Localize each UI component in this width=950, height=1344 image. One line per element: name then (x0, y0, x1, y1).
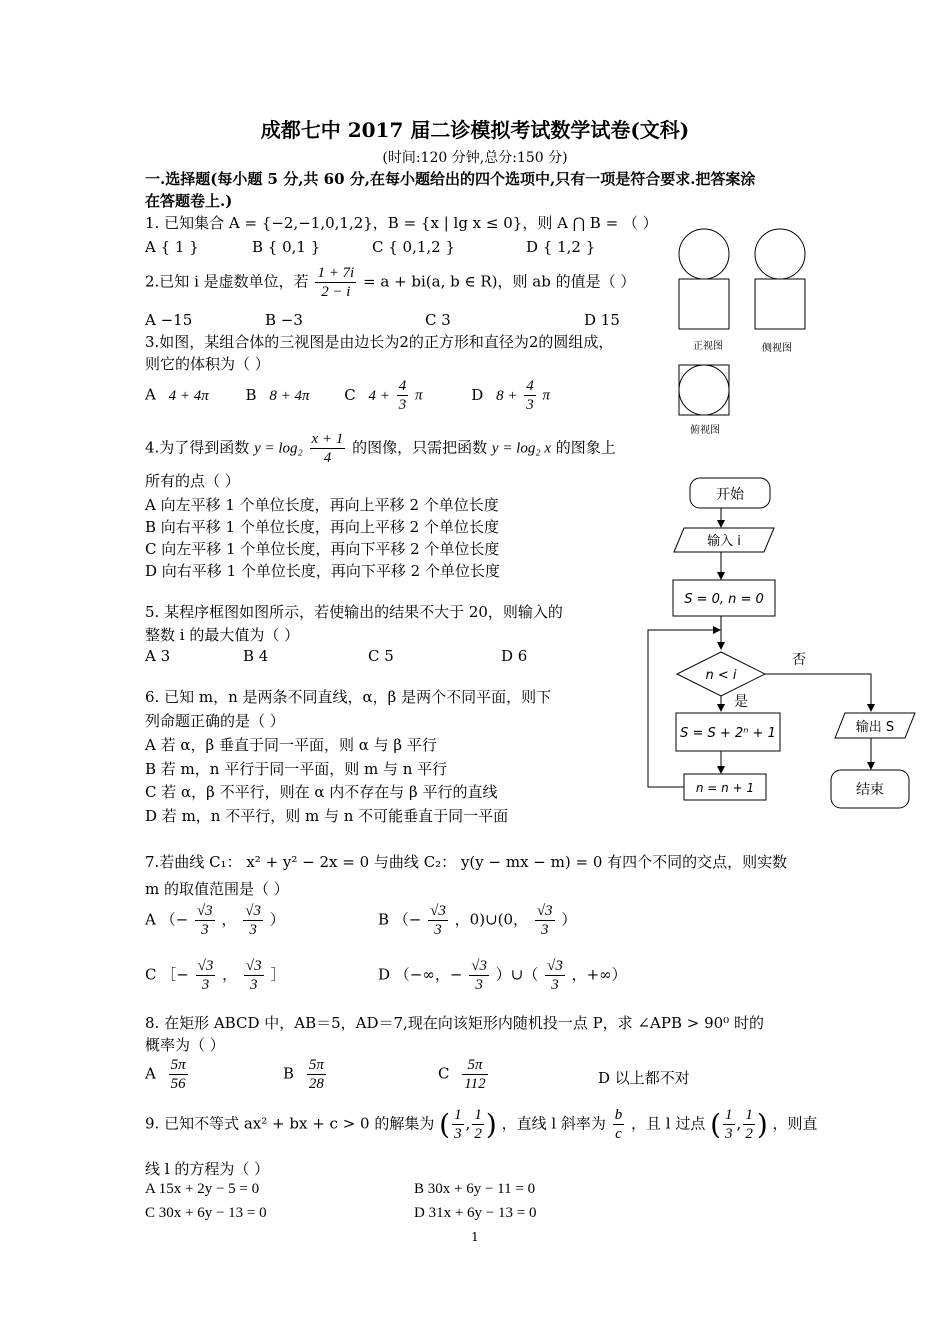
left-paren: ( (710, 1108, 722, 1141)
question-7-option-a-mid: ， (221, 910, 237, 929)
side-view-square (755, 279, 805, 329)
flow-loop-back-arrow (648, 630, 719, 787)
question-8-option-b-label: B (283, 1064, 295, 1083)
question-3-option-c-denominator: 3 (398, 397, 407, 413)
denominator: 3 (540, 922, 549, 938)
question-3-option-b-value: 8 + 4π (269, 387, 310, 404)
denominator: 3 (551, 977, 559, 993)
question-2-numerator: 1 + 7i (317, 265, 355, 281)
flow-condition-label: n < i (705, 668, 737, 683)
question-6-line2: 列命题正确的是（ ） (145, 712, 285, 730)
denominator: 3 (475, 977, 483, 993)
question-7-option-a-fraction-2 (243, 902, 263, 939)
question-9-point-fraction-2 (743, 1106, 755, 1143)
question-6-option-c: C 若 α，β 不平行，则在 α 内不存在与 β 平行的直线 (145, 783, 498, 801)
section-heading-line2: 在答题卷上.) (145, 192, 233, 210)
question-7-line2: m 的取值范围是（ ） (145, 880, 289, 898)
question-4-stem (145, 430, 616, 467)
question-7-option-b-mid: ，0)∪(0， (454, 910, 529, 929)
question-7-option-d-pre: D （−∞，− (378, 965, 463, 984)
top-view-label: 俯视图 (690, 425, 720, 436)
question-1-option-a: A { 1 } (145, 238, 199, 256)
numerator: √3 (471, 958, 487, 974)
numerator: √3 (430, 903, 446, 919)
question-7-option-b-fraction-1 (428, 902, 448, 939)
question-4-fraction (310, 430, 346, 467)
question-4-post: 的图象上 (555, 438, 616, 457)
denominator: 3 (250, 977, 258, 993)
question-6-option-d: D 若 m，n 不平行，则 m 与 n 不可能垂直于同一平面 (145, 807, 509, 825)
flow-end-label: 结束 (856, 782, 884, 798)
question-7-option-b-post: ） (561, 910, 577, 929)
question-7-option-a (145, 902, 285, 939)
question-8-option-d: D 以上都不对 (598, 1069, 690, 1087)
numerator: 1 (454, 1107, 462, 1123)
question-4-function-2: y = log₂ x (491, 440, 551, 457)
numerator: √3 (245, 903, 261, 919)
question-3-option-c-label: C (344, 385, 356, 404)
denominator: c (615, 1126, 622, 1142)
denominator: 3 (201, 922, 209, 938)
question-2-denominator: 2 − i (321, 284, 351, 300)
question-6-line1: 6. 已知 m，n 是两条不同直线，α，β 是两个不同平面，则下 (145, 688, 552, 706)
question-3-option-c-numerator: 4 (398, 378, 407, 394)
flow-init-label: S = 0, n = 0 (684, 592, 764, 607)
side-view-circle (755, 229, 805, 279)
question-9-fraction-2 (472, 1106, 484, 1143)
question-5-option-b: B 4 (243, 647, 269, 665)
question-2-fraction (315, 264, 356, 301)
question-7-option-c-fraction-2 (244, 957, 264, 994)
question-3-option-c-pre: 4 + (368, 387, 390, 404)
question-7-option-d-fraction-1 (469, 957, 489, 994)
question-5-line1: 5. 某程序框图如图所示，若使输出的结果不大于 20，则输入的 (145, 603, 563, 621)
right-paren: ) (485, 1108, 497, 1141)
question-7-option-d-mid: ）∪（ (495, 965, 539, 984)
question-3-option-a-value: 4 + 4π (168, 387, 209, 404)
question-8-option-c-label: C (438, 1064, 450, 1083)
flow-increment-label: n = n + 1 (695, 781, 755, 795)
program-flowchart (640, 470, 930, 820)
question-9-line2: 线 l 的方程为（ ） (145, 1160, 270, 1178)
top-view-circle (679, 365, 729, 415)
question-3-option-d-denominator: 3 (526, 397, 534, 413)
page-title: 成都七中 2017 届二诊模拟考试数学试卷(文科) (260, 118, 690, 142)
question-1-option-d: D { 1,2 } (526, 238, 596, 256)
exam-duration: (时间:120 分钟,总分:150 分) (382, 150, 568, 166)
question-8-option-c (438, 1056, 490, 1093)
question-9-mid1: ，直线 l 斜率为 (501, 1114, 606, 1133)
numerator: 1 (745, 1107, 753, 1123)
question-3-option-c-fraction (397, 377, 409, 414)
question-7-option-c-pre: C ［− (145, 965, 189, 984)
question-7-option-b-fraction-2 (535, 902, 555, 939)
question-7-option-a-fraction-1 (195, 902, 215, 939)
denominator: 3 (249, 922, 257, 938)
front-view-label: 正视图 (693, 341, 723, 352)
numerator: √3 (197, 958, 214, 974)
question-3-option-b-label: B (245, 385, 257, 404)
question-9-stem: 9. 已知不等式 ax² + bx + c > 0 的解集为 ( $\frac{1}{3}$ , $\frac{1}{2}$ ) ，直线 l 斜率为 $\frac{b}{c}$ ，且 l 过点 ( $\frac{1}{3}$ , $\frac{1}{2}$ ) ，则直 (145, 1107, 818, 1142)
question-3-line1: 3.如图，某组合体的三视图是由边长为2的正方形和直径为2的圆组成， (145, 333, 614, 351)
front-view-square (679, 279, 729, 329)
question-9-post: ，则直 (772, 1114, 818, 1133)
question-3-option-d-fraction (524, 377, 536, 414)
question-3-option-d-pre: 8 + (496, 387, 518, 404)
numerator: √3 (536, 903, 553, 919)
question-3-option-c-post: π (414, 387, 423, 404)
numerator: √3 (245, 958, 262, 974)
question-9-mid2: ，且 l 过点 (630, 1114, 706, 1133)
side-view-label: 侧视图 (762, 343, 792, 354)
question-4-line2: 所有的点（ ） (145, 472, 240, 490)
question-7-option-d (378, 957, 627, 994)
denominator: 2 (745, 1126, 753, 1142)
question-2-option-c: C 3 (425, 311, 451, 329)
denominator: 2 (474, 1126, 482, 1142)
page-number: 1 (471, 1230, 479, 1244)
question-9-point-fraction-1 (723, 1106, 735, 1143)
flow-update-label: S = S + 2ⁿ + 1 (680, 726, 776, 741)
question-2-option-b: B −3 (265, 311, 303, 329)
question-4-option-a: A 向左平移 1 个单位长度，再向上平移 2 个单位长度 (145, 496, 499, 514)
question-1-option-b: B { 0,1 } (252, 238, 321, 256)
numerator: 5π (462, 1056, 487, 1075)
question-3-line2: 则它的体积为（ ） (145, 355, 270, 373)
question-5-option-d: D 6 (501, 647, 528, 665)
question-9-slope-fraction (613, 1106, 625, 1143)
question-7-option-d-post: ，+∞） (571, 965, 627, 984)
question-2-stem (145, 264, 635, 301)
question-4-option-b: B 向右平移 1 个单位长度，再向上平移 2 个单位长度 (145, 518, 499, 536)
question-7-option-c-mid: ， (222, 965, 238, 984)
question-7-option-c-post: ］ (270, 965, 286, 984)
question-5-option-a: A 3 (145, 647, 171, 665)
flow-start-label: 开始 (716, 487, 744, 503)
section-heading-line1: 一.选择题(每小题 5 分,共 60 分,在每小题给出的四个选项中,只有一项是符合要求.把答案涂 (145, 170, 756, 188)
denominator: 56 (170, 1076, 186, 1092)
question-2-post: = a + bi(a, b ∈ R)，则 ab 的值是（ ） (363, 272, 636, 291)
question-4-pre: 4.为了得到函数 (145, 438, 250, 457)
question-7-option-b (378, 902, 576, 939)
numerator: 5π (308, 1057, 324, 1073)
numerator: √3 (547, 958, 563, 974)
denominator: 3 (201, 977, 210, 993)
left-paren: ( (439, 1108, 451, 1141)
denominator: 112 (464, 1076, 486, 1092)
flow-arrow-no (765, 674, 871, 710)
question-1-option-c: C { 0,1,2 } (372, 238, 456, 256)
question-9-pre: 9. 已知不等式 ax² + bx + c > 0 的解集为 (145, 1114, 435, 1133)
question-8-line2: 概率为（ ） (145, 1036, 225, 1054)
question-2-option-d: D 15 (584, 311, 620, 329)
denominator: 3 (434, 922, 442, 938)
question-8-option-a (145, 1056, 190, 1093)
question-8-option-b (283, 1056, 328, 1093)
question-3-option-a-label: A (145, 385, 156, 404)
numerator: 1 (725, 1107, 733, 1123)
question-9-option-b: B 30x + 6y − 11 = 0 (414, 1181, 536, 1197)
question-8-option-b-fraction (307, 1056, 326, 1093)
numerator: 1 (474, 1107, 482, 1123)
front-view-circle (679, 229, 729, 279)
question-6-option-a: A 若 α，β 垂直于同一平面，则 α 与 β 平行 (145, 736, 437, 754)
question-7-option-a-pre: A （− (145, 910, 189, 929)
flow-no-label: 否 (792, 652, 806, 668)
question-4-denominator: 4 (323, 450, 332, 466)
question-9-option-d: D 31x + 6y − 13 = 0 (414, 1205, 537, 1221)
question-7-option-c (145, 957, 285, 994)
question-3-option-d-numerator: 4 (526, 378, 534, 394)
question-4-mid: 的图像，只需把函数 (352, 438, 488, 457)
numerator: √3 (196, 903, 213, 919)
flow-input-label: 输入 i (707, 534, 741, 549)
question-4-option-d: D 向右平移 1 个单位长度，再向下平移 2 个单位长度 (145, 562, 500, 580)
question-7-option-b-pre: B （− (378, 910, 422, 929)
question-7-option-a-post: ） (269, 910, 285, 929)
question-1-stem: 1. 已知集合 A = {−2,−1,0,1,2}，B = {x | lg x ≤ 0}，则 A ⋂ B = （ ） (145, 214, 658, 232)
denominator: 3 (454, 1126, 462, 1142)
question-2-option-a: A −15 (145, 311, 193, 329)
question-8-line1: 8. 在矩形 ABCD 中，AB＝5，AD＝7,现在向该矩形内随机投一点 P，求 ∠APB > 90⁰ 时的 (145, 1014, 764, 1032)
denominator: 28 (308, 1076, 324, 1092)
question-4-numerator: x + 1 (311, 431, 344, 447)
numerator: 5π (170, 1057, 186, 1073)
question-7-option-c-fraction-1 (196, 957, 216, 994)
numerator: b (614, 1107, 623, 1123)
question-8-option-a-label: A (145, 1064, 156, 1083)
three-views-figure (670, 225, 820, 440)
question-3-option-d-post: π (542, 387, 551, 404)
question-7-option-d-fraction-2 (545, 957, 565, 994)
flow-output-label: 输出 S (855, 720, 895, 735)
question-3-options (145, 377, 550, 414)
question-9-fraction-1 (452, 1106, 464, 1143)
question-6-option-b: B 若 m，n 平行于同一平面，则 m 与 n 平行 (145, 760, 448, 778)
question-5-option-c: C 5 (368, 647, 394, 665)
question-8-option-c-fraction (462, 1056, 487, 1093)
question-9-option-c: C 30x + 6y − 13 = 0 (145, 1205, 267, 1221)
right-paren: ) (756, 1108, 768, 1141)
question-4-option-c: C 向左平移 1 个单位长度，再向下平移 2 个单位长度 (145, 540, 500, 558)
question-9-option-a: A 15x + 2y − 5 = 0 (145, 1181, 260, 1197)
denominator: 3 (725, 1126, 733, 1142)
question-3-option-d-label: D (471, 385, 484, 404)
question-7-line1: 7.若曲线 C₁： x² + y² − 2x = 0 与曲线 C₂： y(y − mx − m) = 0 有四个不同的交点，则实数 (145, 853, 788, 871)
flow-yes-label: 是 (734, 694, 748, 710)
question-2-pre: 2.已知 i 是虚数单位，若 (145, 272, 309, 291)
question-5-line2: 整数 i 的最大值为（ ） (145, 626, 300, 644)
question-8-option-a-fraction (169, 1056, 188, 1093)
question-4-function-1: y = log₂ (254, 440, 303, 457)
